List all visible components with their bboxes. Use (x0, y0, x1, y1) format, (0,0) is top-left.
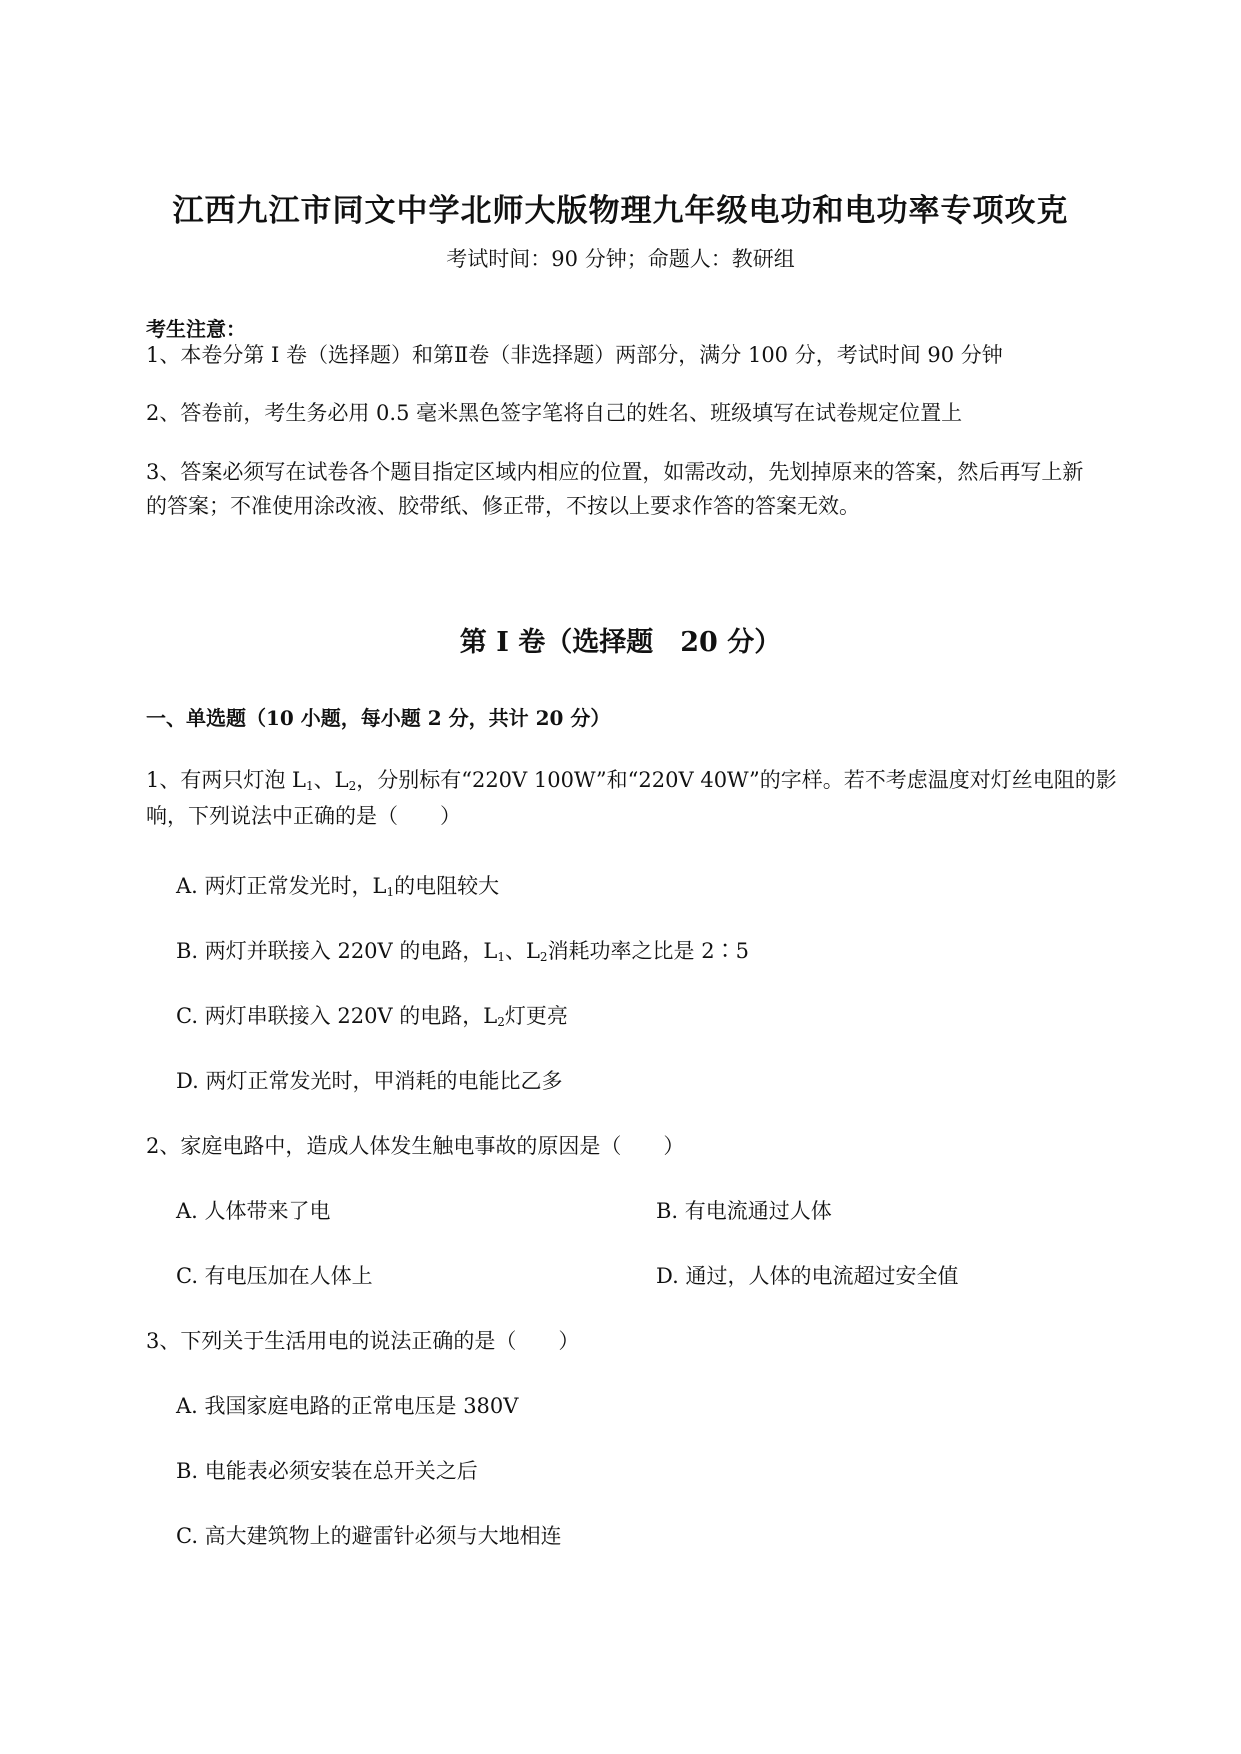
question-2-option-b: B. 有电流通过人体 (656, 1199, 832, 1223)
notice-item-3: 3、答案必须写在试卷各个题目指定区域内相应的位置，如需改动，先划掉原来的答案，然后再写上新 (146, 460, 1084, 484)
exam-subtitle: 考试时间：90 分钟；命题人：教研组 (446, 247, 795, 271)
question-1-stem-cont: 响，下列说法中正确的是（ ） (146, 804, 461, 828)
question-2-option-a: A. 人体带来了电 (176, 1199, 331, 1223)
question-1-stem: 1、有两只灯泡 $L_1$、$L_2$，分别标有“220V 100W”和“220V 40W”的字样。若不考虑温度对灯丝电阻的影 (146, 768, 1117, 793)
question-1-option-b: B. 两灯并联接入 220V 的电路，$L_1$、$L_2$消耗功率之比是 2∶5 (176, 939, 749, 964)
question-1-option-c: C. 两灯串联接入 220V 的电路，$L_2$灯更亮 (176, 1004, 568, 1029)
exam-title: 江西九江市同文中学北师大版物理九年级电功和电功率专项攻克 (172, 193, 1069, 229)
notice-item-3-cont: 的答案；不准使用涂改液、胶带纸、修正带，不按以上要求作答的答案无效。 (146, 494, 860, 518)
notice-item-1: 1、本卷分第 I 卷（选择题）和第Ⅱ卷（非选择题）两部分，满分 100 分，考试时间 90 分钟 (146, 343, 1003, 367)
notice-heading: 考生注意： (146, 317, 246, 341)
question-2-option-c: C. 有电压加在人体上 (176, 1264, 373, 1288)
question-1-option-d: D. 两灯正常发光时，甲消耗的电能比乙多 (176, 1069, 563, 1093)
question-3-stem: 3、下列关于生活用电的说法正确的是（ ） (146, 1329, 580, 1353)
notice-item-2: 2、答卷前，考生务必用 0.5 毫米黑色签字笔将自己的姓名、班级填写在试卷规定位置上 (146, 401, 963, 425)
question-2-option-d: D. 通过，人体的电流超过安全值 (656, 1264, 959, 1288)
question-2-stem: 2、家庭电路中，造成人体发生触电事故的原因是（ ） (146, 1134, 685, 1158)
question-3-option-c: C. 高大建筑物上的避雷针必须与大地相连 (176, 1524, 562, 1548)
section-title: 第 I 卷（选择题 20 分） (459, 627, 782, 658)
question-1-option-a: A. 两灯正常发光时，$L_1$的电阻较大 (176, 874, 500, 899)
question-3-option-a: A. 我国家庭电路的正常电压是 380V (176, 1394, 519, 1418)
question-group-heading: 一、单选题（10 小题，每小题 2 分，共计 20 分） (146, 706, 611, 730)
question-3-option-b: B. 电能表必须安装在总开关之后 (176, 1459, 478, 1483)
